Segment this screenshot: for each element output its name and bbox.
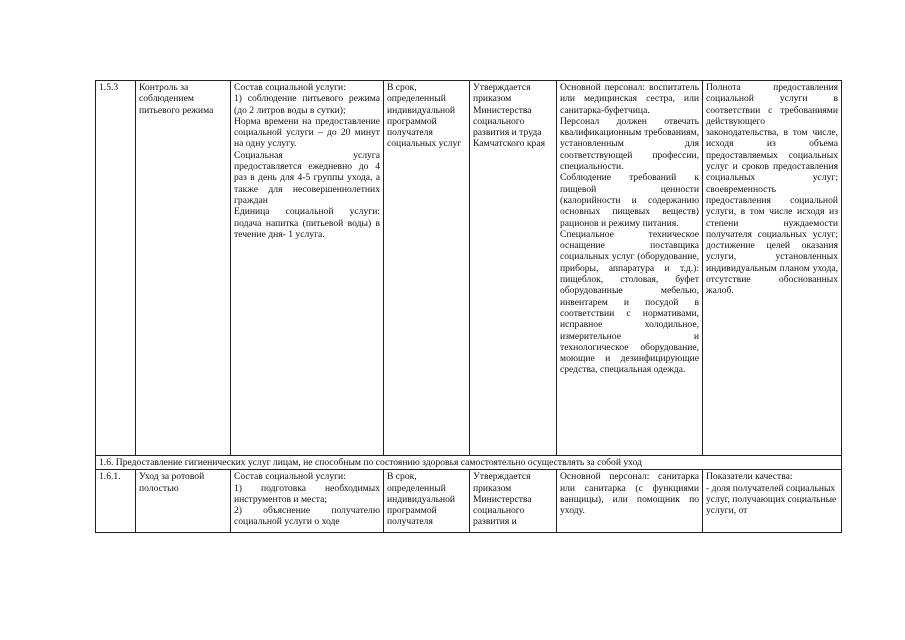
- service-term: В срок, определенный индивидуальной программой получателя социальных услуг: [384, 81, 470, 456]
- service-composition: [231, 81, 384, 456]
- services-table: [95, 80, 842, 533]
- section-row: [96, 456, 842, 470]
- row-number: 1.5.3: [96, 81, 136, 456]
- service-tariff: Утверждается приказом Министерства социального развития и труда Камчатского края: [470, 81, 557, 456]
- service-composition: [231, 470, 384, 533]
- service-name: Уход за ротовой полостью: [136, 470, 231, 533]
- section-title: 1.6. Предоставление гигиенических услуг лицам, не способным по состоянию здоровья самостоятельно осуществлять за собой уход: [96, 456, 842, 470]
- table-row: [96, 81, 842, 456]
- service-tariff: Утверждается приказом Министерства социального развития и: [470, 470, 557, 533]
- service-term: В срок, определенный индивидуальной программой получателя: [384, 470, 470, 533]
- composition-text: Состав социальной услуги: 1) подготовка необходимых инструментов и места; 2) объяснение получателю социальной услуги о ходе: [234, 471, 380, 528]
- conditions-text: Основной персонал: воспитатель или медицинская сестра, или санитарка-буфетчица. Персонал должен отвечать квалификационным требованиям, установленным для соответствующей профессии, специальности. Соблюдение требований к пищевой ценности (калорийности и содержанию основных пищевых веществ) рационов и режиму питания. Специальное техническое оснащение поставщика социальных услуг (оборудование, приборы, аппаратура и т.д.): пищеблок, столовая, буфет оборудованные мебелью, инвентарем и посудой в соответствии с нормативами, исправное холодильное, измерительное и технологическое оборудование, моющие и дезинфицирующие средства, специальная одежда.: [560, 82, 699, 376]
- service-name: Контроль за соблюдением питьевого режима: [136, 81, 231, 456]
- quality-text: Показатели качества: - доля получателей социальных услуг, получающих социальные услуги, от: [706, 471, 837, 517]
- row-number: 1.6.1.: [96, 470, 136, 533]
- service-quality: [703, 470, 842, 533]
- service-quality: Полнота предоставления социальной услуги в соответствии с требованиями действующего законодательства, в том числе, исходя из объема предоставляемых социальных услуг и сроков предоставления социальных услуг; своевременность предоставления социальной услуги, в том числе исходя из степени нуждаемости получателя социальных услуг; достижение целей оказания услуги, установленных индивидуальным планом ухода, отсутствие обоснованных жалоб.: [703, 81, 842, 456]
- service-conditions: [557, 81, 703, 456]
- table-row: [96, 470, 842, 533]
- service-conditions: Основной персонал: санитарка или санитарка (с функциями ванщицы), или помощник по уходу.: [557, 470, 703, 533]
- composition-text: Состав социальной услуги: 1) соблюдение питьевого режима (до 2 литров воды в сутки); Норма времени на предоставление социальной услуги – до 20 минут на одну услугу. Социальная услуга предоставляется ежедневно до 4 раз в день для 4-5 группы ухода, а также для несовершеннолетних граждан Единица социальной услуги: подача напитка (питьевой воды) в течение дня- 1 услуга.: [234, 82, 380, 240]
